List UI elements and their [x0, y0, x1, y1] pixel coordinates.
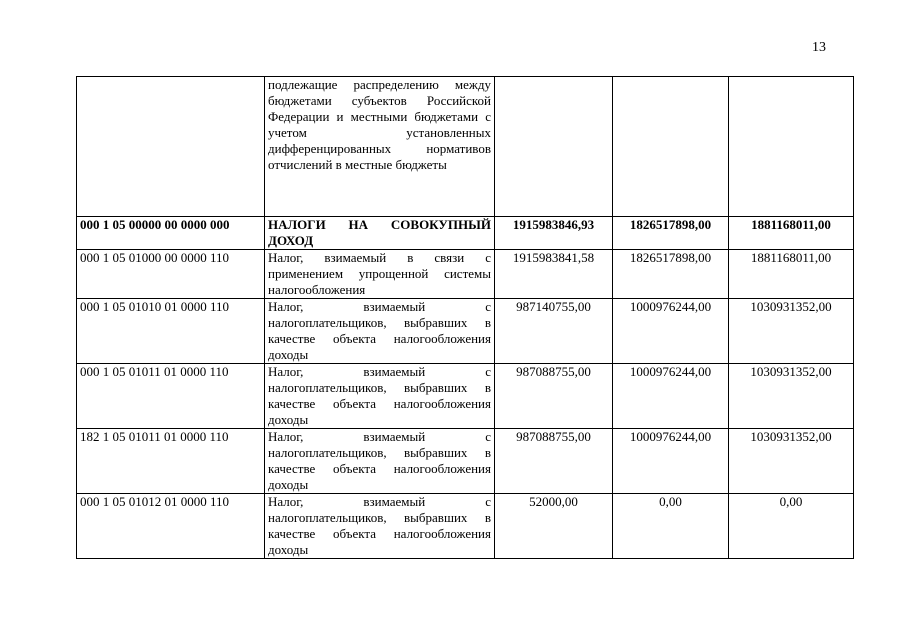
value-cell-3: [729, 77, 854, 217]
page-number: 13: [812, 40, 826, 55]
value-cell-3: 1030931352,00: [729, 299, 854, 364]
table-row: [77, 250, 854, 299]
value-cell-3: 1030931352,00: [729, 429, 854, 494]
table-row: [77, 217, 854, 250]
value-cell-2: [613, 77, 729, 217]
name-cell: подлежащие распределению между бюджетами субъектов Российской Федерации и местными бюджетами с учетом установленных дифференцированных нормативов отчислений в местные бюджеты: [265, 77, 495, 217]
name-cell: НАЛОГИ НА СОВОКУПНЫЙ ДОХОД: [265, 217, 495, 250]
value-cell-3: 1881168011,00: [729, 217, 854, 250]
value-cell-2: 1000976244,00: [613, 299, 729, 364]
code-cell: 000 1 05 00000 00 0000 000: [77, 217, 265, 250]
code-cell: [77, 77, 265, 217]
value-cell-2: 1000976244,00: [613, 429, 729, 494]
code-cell: 000 1 05 01012 01 0000 110: [77, 494, 265, 559]
value-cell-2: 0,00: [613, 494, 729, 559]
table-body: [77, 77, 854, 559]
table-row: [77, 429, 854, 494]
value-cell-1: 987140755,00: [495, 299, 613, 364]
continuation-row: [77, 77, 854, 217]
name-cell: Налог, взимаемый с налогоплательщиков, выбравших в качестве объекта налогообложения доходы: [265, 429, 495, 494]
table-row: [77, 494, 854, 559]
value-cell-2: 1000976244,00: [613, 364, 729, 429]
code-cell: 182 1 05 01011 01 0000 110: [77, 429, 265, 494]
value-cell-3: 0,00: [729, 494, 854, 559]
name-cell: Налог, взимаемый с налогоплательщиков, выбравших в качестве объекта налогообложения доходы: [265, 364, 495, 429]
table-row: [77, 299, 854, 364]
value-cell-2: 1826517898,00: [613, 250, 729, 299]
name-cell: Налог, взимаемый с налогоплательщиков, выбравших в качестве объекта налогообложения доходы: [265, 299, 495, 364]
code-cell: 000 1 05 01000 00 0000 110: [77, 250, 265, 299]
value-cell-2: 1826517898,00: [613, 217, 729, 250]
value-cell-1: 52000,00: [495, 494, 613, 559]
name-cell: Налог, взимаемый в связи с применением упрощенной системы налогообложения: [265, 250, 495, 299]
value-cell-3: 1030931352,00: [729, 364, 854, 429]
value-cell-1: 1915983846,93: [495, 217, 613, 250]
budget-revenue-table: [76, 76, 854, 559]
value-cell-1: 987088755,00: [495, 429, 613, 494]
code-cell: 000 1 05 01011 01 0000 110: [77, 364, 265, 429]
value-cell-1: [495, 77, 613, 217]
value-cell-1: 1915983841,58: [495, 250, 613, 299]
table-row: [77, 364, 854, 429]
code-cell: 000 1 05 01010 01 0000 110: [77, 299, 265, 364]
name-cell: Налог, взимаемый с налогоплательщиков, выбравших в качестве объекта налогообложения доходы: [265, 494, 495, 559]
value-cell-1: 987088755,00: [495, 364, 613, 429]
value-cell-3: 1881168011,00: [729, 250, 854, 299]
